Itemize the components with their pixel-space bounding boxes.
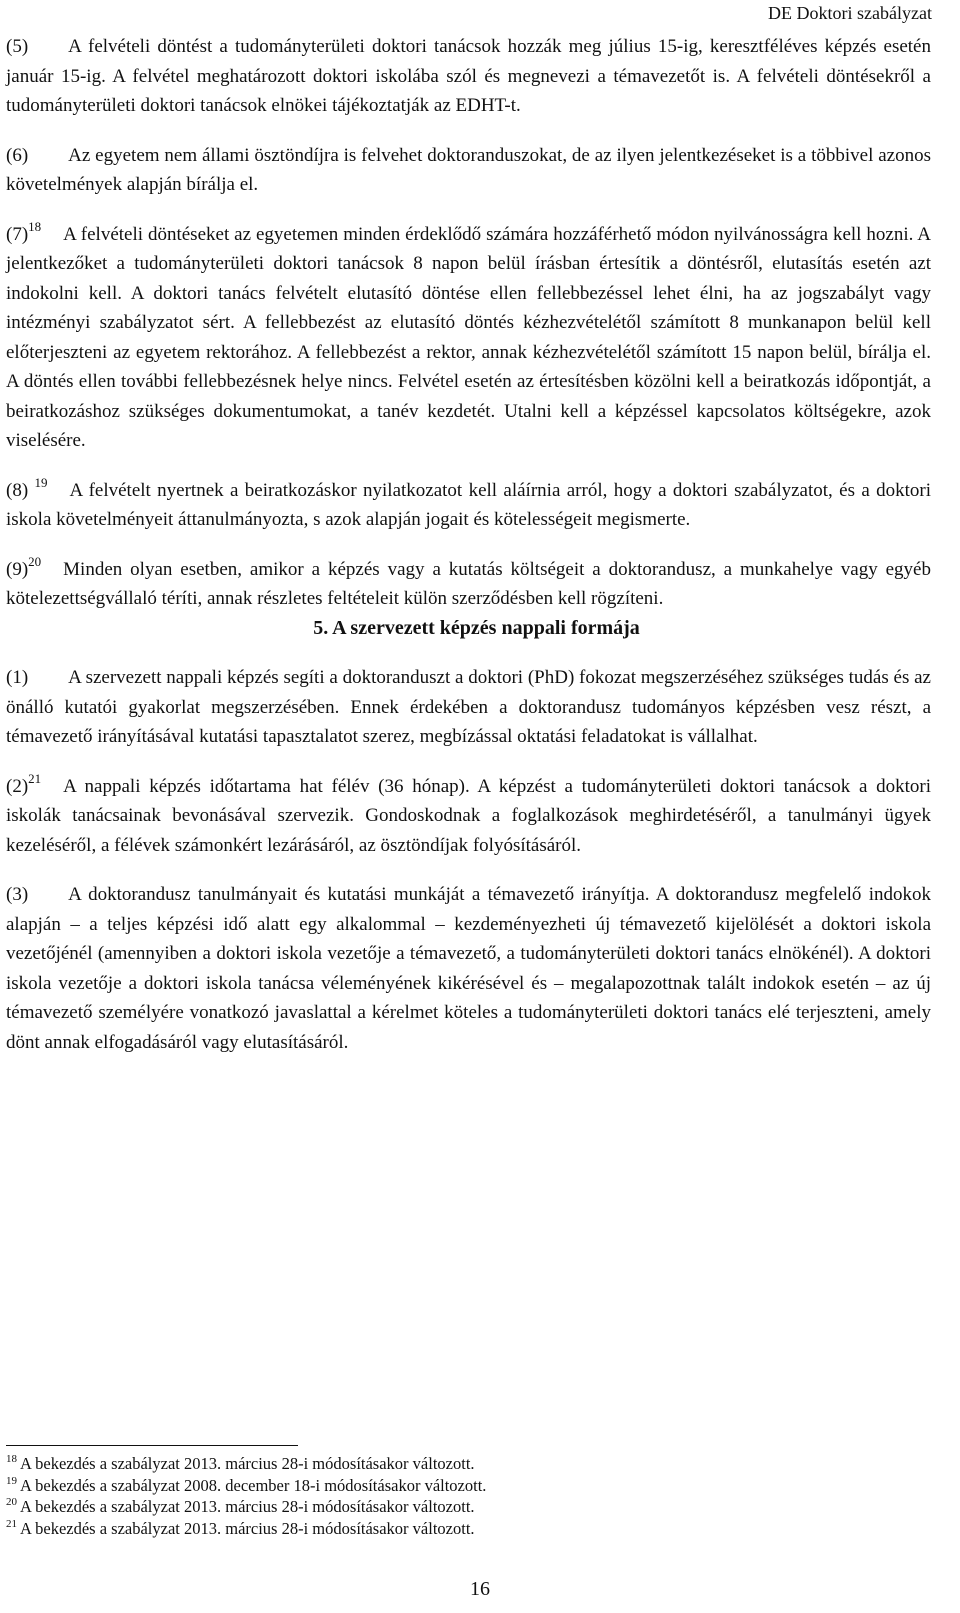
paragraph-5-3: [6, 880, 931, 1057]
section-heading: [6, 614, 931, 644]
footnote-number: 20: [6, 1496, 17, 1508]
paragraph-number: (5): [6, 36, 29, 57]
footnote-number: 18: [6, 1453, 17, 1465]
footnote-ref-19[interactable]: 19: [34, 474, 48, 490]
paragraph-text: A felvételi döntést a tudományterületi doktori tanácsok hozzák meg július 15-ig, keresztféléves képzés esetén január 15-ig. A felvétel meghatározott doktori iskolába szól és megnevezi a témavezetőt is. A felvételi döntésekről a tudományterületi doktori tanácsok elnökei tájékoztatják az EDHT-t.: [6, 36, 931, 116]
page-number: 16: [470, 1578, 490, 1600]
footnote-number: 19: [6, 1474, 17, 1487]
paragraph-8: [6, 476, 931, 535]
paragraph-text: A felvételi döntéseket az egyetemen minden érdeklődő számára hozzáférhető módon nyilvánosságra kell hozni. A jelentkezőket a tudományterületi doktori tanácsok 8 napon belül írásban értesítik a döntésről, elutasítás esetén azt indokolni kell. A doktori tanács felvételt elutasító döntése ellen fellebbezéssel lehet élni, ha az jogszabályt vagy intézményi szabályzatot sért. A fellebbezést az elutasító döntés kézhezvételétől számított 8 munkanapon belül kell előterjeszteni az egyetem rektorához. A fellebbezést a rektor, annak kézhezvételétől számított 15 napon belül, bírálja el. A döntés ellen további fellebbezésnek helye nincs. Felvétel esetén az értesítésben közölni kell a beiratkozás időpontját, a beiratkozáshoz szükséges dokumentumokat, a tanév kezdetét. Utalni kell a képzéssel kapcsolatos költségekre, azok viselésére.: [6, 223, 931, 451]
footnote-ref-21[interactable]: 21: [28, 770, 42, 786]
document-title: DE Doktori szabályzat: [768, 3, 932, 23]
paragraph-6: [6, 141, 931, 200]
paragraph-9: [6, 555, 931, 614]
paragraph-text: A nappali képzés időtartama hat félév (36 hónap). A képzést a tudományterületi doktori tanácsok a doktori iskolák tanácsainak bevonásával szervezik. Gondoskodnak a foglalkozások meghirdetéséről, a tanulmányi ügyek kezeléséről, a félévek számonkért lezárásáról, az ösztöndíjak folyósításáról.: [6, 775, 931, 856]
paragraph-number: (8): [6, 479, 29, 501]
footnotes: [6, 1453, 906, 1539]
paragraph-text: Minden olyan esetben, amikor a képzés vagy a kutatás költségeit a doktorandusz, a munkahelye vagy egyéb kötelezettségvállaló téríti, annak részletes feltételeit külön szerződésben kell rögzíteni.: [6, 558, 931, 609]
footnote-19: [6, 1475, 906, 1497]
paragraph-7: [6, 220, 931, 456]
footnote-number: 21: [6, 1517, 17, 1530]
footnote-text: A bekezdés a szabályzat 2008. december 18-i módosításakor változott.: [20, 1475, 487, 1495]
paragraph-number: (3): [6, 884, 29, 905]
footnote-text: A bekezdés a szabályzat 2013. március 28-i módosításakor változott.: [20, 1518, 475, 1538]
document-body: [6, 32, 931, 1057]
page-header: [768, 2, 932, 24]
paragraph-number: (6): [6, 144, 29, 166]
paragraph-text: A doktorandusz tanulmányait és kutatási munkáját a témavezető irányítja. A doktorandusz megfelelő indokok alapján – a teljes képzési idő alatt egy alkalommal – kezdeményezheti új témavezető kijelölését a doktori iskola vezetőjénél (amennyiben a doktori iskola vezetője a témavezető, a tudományterületi doktori tanács elnökénél). A doktori iskola vezetője a doktori iskola tanácsa véleményének kikérésével és – megalapozottnak talált indokok esetén – az új témavezető személyére vonatkozó javaslattal a kérelmet köteles a tudományterületi doktori tanács elé terjeszteni, amely dönt annak elfogadásáról vagy elutasításáról.: [6, 884, 931, 1053]
paragraph-number: (7): [6, 223, 29, 245]
footnote-21: [6, 1518, 906, 1540]
paragraph-5: [6, 32, 931, 121]
paragraph-text: Az egyetem nem állami ösztöndíjra is felvehet doktoranduszokat, de az ilyen jelentkezéseket is a többivel azonos követelmények alapján bírálja el.: [6, 144, 931, 195]
footnote-ref-18[interactable]: 18: [28, 218, 42, 234]
paragraph-5-2: [6, 772, 931, 861]
paragraph-text: A szervezett nappali képzés segíti a doktoranduszt a doktori (PhD) fokozat megszerzéséhez szükséges tudás és az önálló kutatói gyakorlat megszerzésében. Ennek érdekében a doktorandusz tudományos képzésben vesz részt, a témavezető irányításával kutatási tapasztalatot szerez, megbízással oktatási feladatokat is vállalhat.: [6, 667, 931, 747]
section-number: 5.: [313, 616, 329, 639]
footnote-18: [6, 1453, 906, 1475]
section-title: A szervezett képzés nappali formája: [332, 616, 640, 639]
paragraph-number: (2): [6, 775, 29, 797]
paragraph-number: (1): [6, 667, 29, 688]
paragraph-text: A felvételt nyertnek a beiratkozáskor nyilatkozatot kell aláírnia arról, hogy a doktori szabályzatot, és a doktori iskola követelményeit áttanulmányozta, s azok alapján jogait és kötelességeit megismerte.: [6, 479, 932, 530]
footnote-text: A bekezdés a szabályzat 2013. március 28-i módosításakor változott.: [20, 1454, 475, 1473]
footnote-ref-20[interactable]: 20: [28, 553, 42, 569]
footnote-20: [6, 1496, 906, 1518]
footnote-separator: [6, 1445, 298, 1446]
footnote-text: A bekezdés a szabályzat 2013. március 28-i módosításakor változott.: [20, 1497, 475, 1516]
paragraph-5-1: [6, 663, 931, 752]
paragraph-number: (9): [6, 558, 29, 580]
